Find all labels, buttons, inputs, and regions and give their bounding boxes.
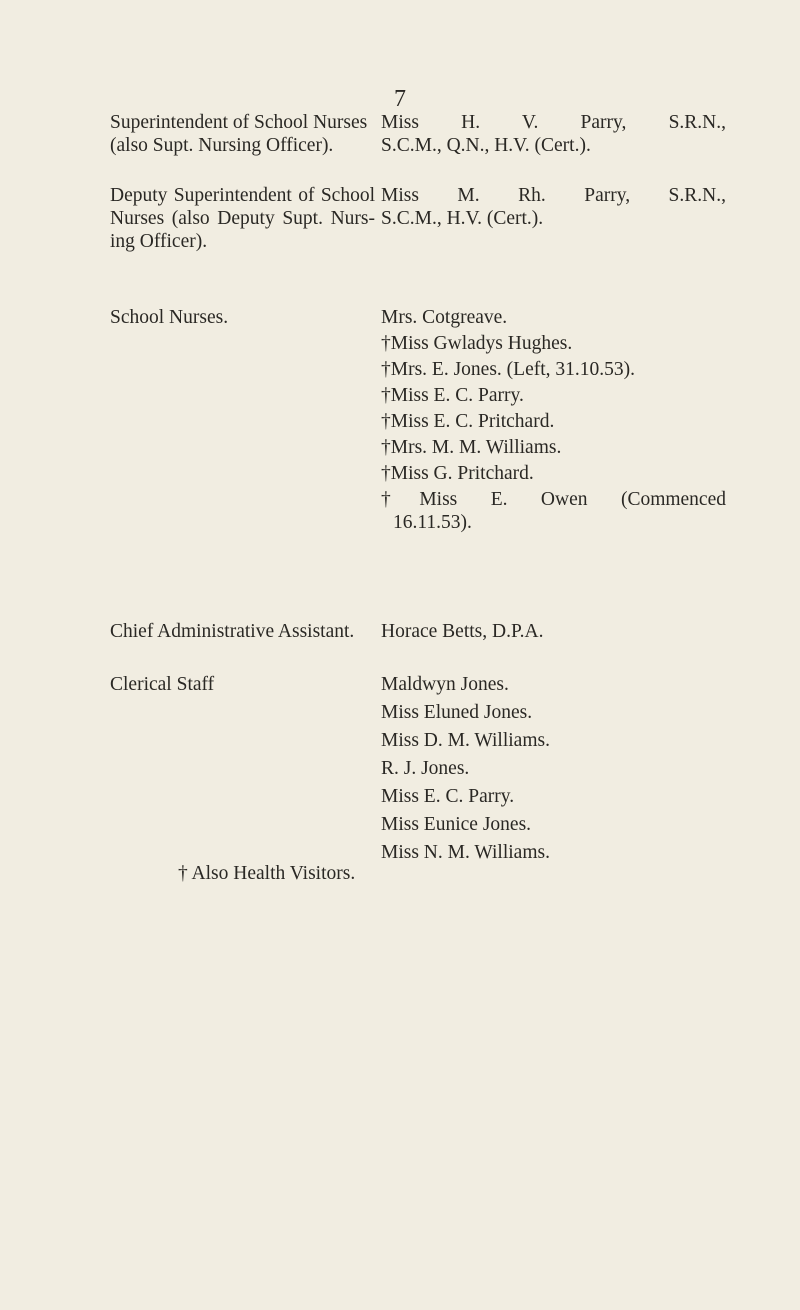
list-item: †Miss G. Pritchard. [381, 463, 534, 484]
role-line: Deputy Superintendent of School [110, 185, 375, 206]
list-item: Miss Eluned Jones. [381, 702, 533, 723]
names-superintendent [381, 111, 726, 157]
list-item: †Mrs. M. M. Williams. [381, 437, 562, 458]
list-item: Miss D. M. Williams. [381, 730, 550, 751]
list-item: †Miss E. C. Parry. [381, 385, 524, 406]
list-item: Mrs. Cotgreave. [381, 307, 508, 328]
role-line: School Nurses. [110, 307, 229, 328]
names-deputy-superintendent [381, 184, 726, 230]
names-chief-administrative-assistant [381, 620, 726, 643]
names-school-nurses [381, 306, 726, 537]
footnote: † Also Health Visitors. [178, 863, 356, 884]
list-item: Horace Betts, D.P.A. [381, 621, 544, 642]
list-item: †Miss E. Owen (Commenced [381, 489, 726, 510]
role-line: ing Officer). [110, 231, 208, 252]
role-deputy-superintendent [110, 184, 375, 253]
role-line: Clerical Staff [110, 674, 215, 695]
role-line: Nurses (also Deputy Supt. Nurs- [110, 208, 375, 229]
list-item: R. J. Jones. [381, 758, 470, 779]
name-line: S.C.M., Q.N., H.V. (Cert.). [381, 135, 591, 156]
page-number: 7 [394, 86, 406, 112]
name-line: S.C.M., H.V. (Cert.). [381, 208, 544, 229]
list-item: 16.11.53). [393, 512, 472, 533]
list-item: Miss N. M. Williams. [381, 842, 550, 863]
role-line: (also Supt. Nursing Officer). [110, 135, 334, 156]
list-item: †Mrs. E. Jones. (Left, 31.10.53). [381, 359, 636, 380]
role-line: Chief Administrative Assistant. [110, 621, 355, 642]
list-item: †Miss E. C. Pritchard. [381, 411, 555, 432]
role-school-nurses [110, 306, 375, 329]
role-clerical-staff [110, 673, 375, 696]
list-item: †Miss Gwladys Hughes. [381, 333, 573, 354]
list-item: Miss Eunice Jones. [381, 814, 532, 835]
name-line: Miss M. Rh. Parry, S.R.N., [381, 185, 726, 206]
list-item: Miss E. C. Parry. [381, 786, 515, 807]
names-clerical-staff [381, 673, 726, 869]
name-line: Miss H. V. Parry, S.R.N., [381, 112, 726, 133]
role-line: Superintendent of School Nurses [110, 112, 368, 133]
role-superintendent [110, 111, 375, 157]
list-item: Maldwyn Jones. [381, 674, 509, 695]
role-chief-administrative-assistant [110, 620, 375, 643]
